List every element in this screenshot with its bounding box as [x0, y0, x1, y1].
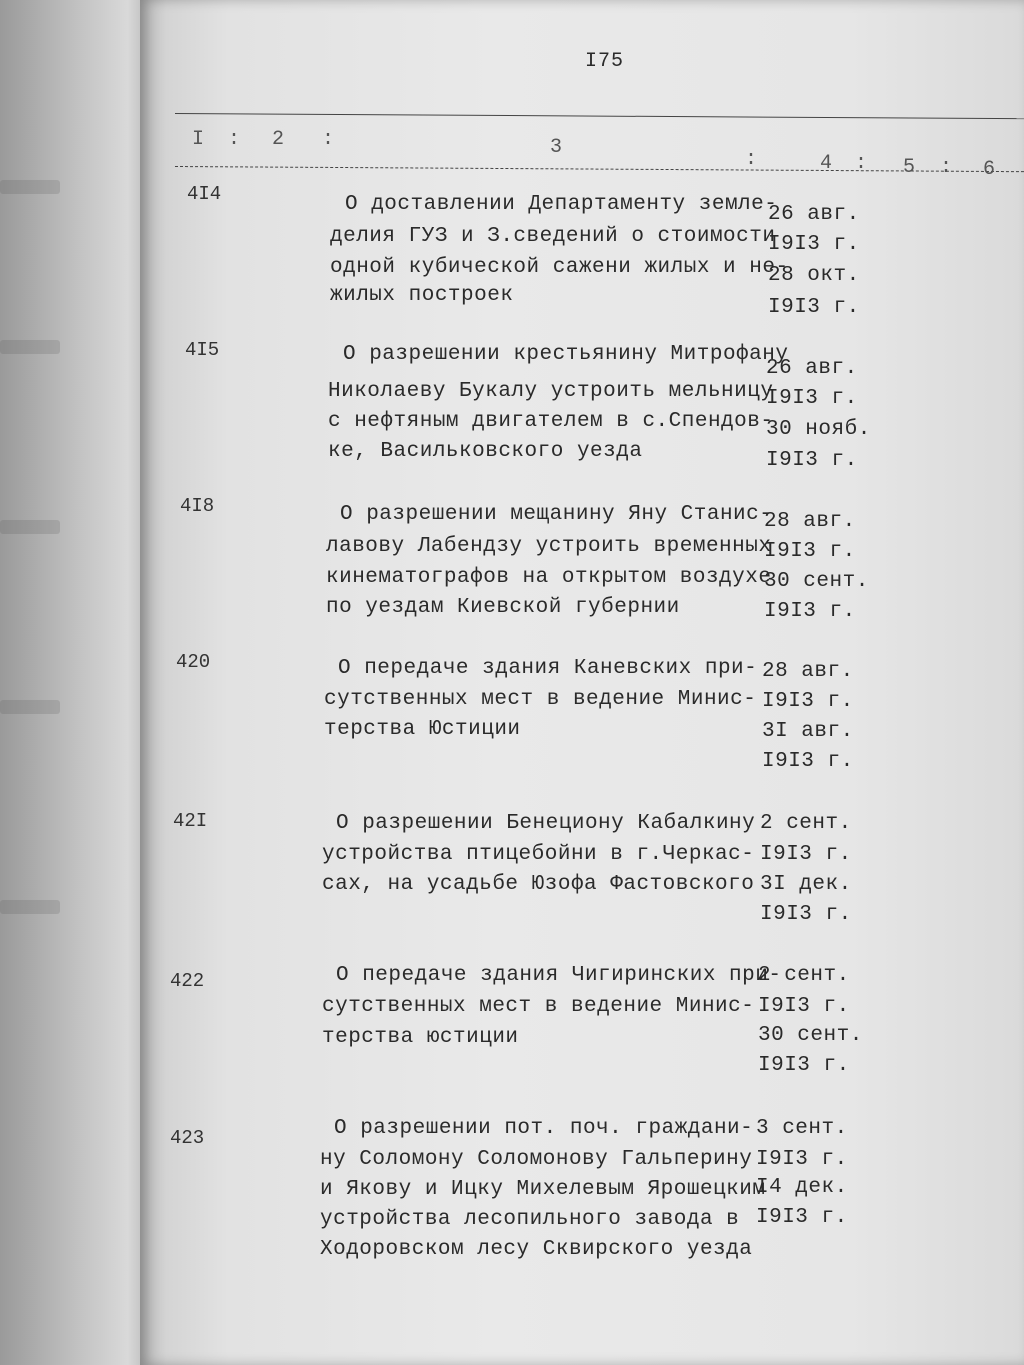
entry-title-line: устройства птицебойни в г.Черкас-: [322, 843, 755, 866]
entry-title-line: делия ГУЗ и З.сведений о стоимости: [330, 225, 776, 248]
entry-date-line: I9I3 г.: [756, 1206, 848, 1229]
entry-date-line: 2 сент.: [760, 812, 852, 835]
entry-title-line: О разрешении Бенециону Кабалкину: [336, 812, 756, 835]
entry-title-line: ну Соломону Соломонову Гальперину: [320, 1148, 753, 1171]
column-separator: :: [745, 148, 758, 171]
entry-title-line: О разрешении пот. поч. граждани-: [334, 1117, 754, 1140]
entry-number: 4I8: [180, 495, 215, 517]
entry-date-line: I4 дек.: [756, 1176, 848, 1199]
entry-date-line: 3I дек.: [760, 873, 852, 896]
entry-date-line: I9I3 г.: [766, 387, 858, 410]
entry-date-line: I9I3 г.: [768, 233, 860, 256]
entry-date-line: I9I3 г.: [766, 449, 858, 472]
bleed-through-text: [0, 520, 60, 534]
entry-date-line: 30 сент.: [764, 570, 869, 593]
entry-title-line: с нефтяным двигателем в с.Спендов-: [328, 410, 774, 433]
entry-title-line: О доставлении Департаменту земле-: [345, 193, 778, 216]
entry-date-line: 28 окт.: [768, 264, 860, 287]
entry-date-line: I9I3 г.: [764, 600, 856, 623]
column-separator: :: [940, 156, 953, 179]
column-separator: :: [228, 128, 241, 151]
entry-title-line: ке, Васильковского уезда: [328, 440, 643, 463]
column-header: 4: [820, 152, 833, 175]
entry-date-line: I9I3 г.: [768, 296, 860, 319]
entry-number: 4I5: [185, 339, 220, 361]
entry-title-line: устройства лесопильного завода в: [320, 1208, 740, 1231]
bleed-through-text: [0, 180, 60, 194]
entry-date-line: I9I3 г.: [762, 690, 854, 713]
entry-title-line: одной кубической сажени жилых и не-: [330, 256, 789, 279]
entry-date-line: 2 сент.: [758, 964, 850, 987]
bleed-through-text: [0, 900, 60, 914]
entry-date-line: I9I3 г.: [760, 843, 852, 866]
entry-title-line: сутственных мест в ведение Минис-: [324, 688, 757, 711]
entry-date-line: 28 авг.: [764, 510, 856, 533]
column-header: 2: [272, 128, 285, 151]
bleed-through-text: [0, 700, 60, 714]
entry-title-line: лавову Лабендзу устроить временных: [326, 535, 772, 558]
entry-title-line: О разрешении мещанину Яну Станис-: [340, 503, 773, 526]
entry-title-line: О передаче здания Чигиринских при-: [336, 964, 782, 987]
entry-date-line: I9I3 г.: [758, 995, 850, 1018]
entry-date-line: I9I3 г.: [762, 750, 854, 773]
entry-title-line: терства Юстиции: [324, 718, 521, 741]
entry-date-line: 3 сент.: [756, 1117, 848, 1140]
entry-date-line: 26 авг.: [766, 357, 858, 380]
column-header: 5: [903, 156, 916, 179]
entry-date-line: 28 авг.: [762, 660, 854, 683]
entry-date-line: 3I авг.: [762, 720, 854, 743]
entry-date-line: I9I3 г.: [760, 903, 852, 926]
entry-title-line: О разрешении крестьянину Митрофану: [343, 343, 789, 366]
column-header: 6: [983, 158, 996, 181]
entry-date-line: I9I3 г.: [758, 1054, 850, 1077]
entry-title-line: О передаче здания Каневских при-: [338, 657, 758, 680]
entry-date-line: I9I3 г.: [756, 1148, 848, 1171]
page-number: I75: [585, 50, 625, 73]
entry-number: 423: [170, 1127, 205, 1149]
facing-page: [0, 0, 150, 1365]
bleed-through-text: [0, 340, 60, 354]
entry-title-line: сах, на усадьбе Юзофа Фастовского: [322, 873, 755, 896]
entry-date-line: I9I3 г.: [764, 540, 856, 563]
column-separator: :: [322, 128, 335, 151]
entry-number: 4I4: [187, 183, 222, 205]
entry-title-line: Ходоровском лесу Сквирского уезда: [320, 1238, 753, 1261]
entry-title-line: жилых построек: [330, 284, 514, 307]
column-header: I: [192, 128, 205, 151]
entry-number: 42I: [173, 810, 208, 832]
entry-number: 422: [170, 970, 205, 992]
entry-date-line: 26 авг.: [768, 203, 860, 226]
entry-date-line: 30 сент.: [758, 1024, 863, 1047]
entry-title-line: терства юстиции: [322, 1026, 519, 1049]
entry-title-line: кинематографов на открытом воздухе: [326, 566, 772, 589]
entry-title-line: по уездам Киевской губернии: [326, 596, 680, 619]
entry-number: 420: [176, 651, 211, 673]
entry-title-line: и Якову и Ицку Михелевым Ярошецким: [320, 1178, 766, 1201]
column-header: 3: [550, 136, 563, 159]
entry-date-line: 30 нояб.: [766, 418, 871, 441]
entry-title-line: Николаеву Букалу устроить мельницу: [328, 380, 774, 403]
entry-title-line: сутственных мест в ведение Минис-: [322, 995, 755, 1018]
column-separator: :: [855, 152, 868, 175]
